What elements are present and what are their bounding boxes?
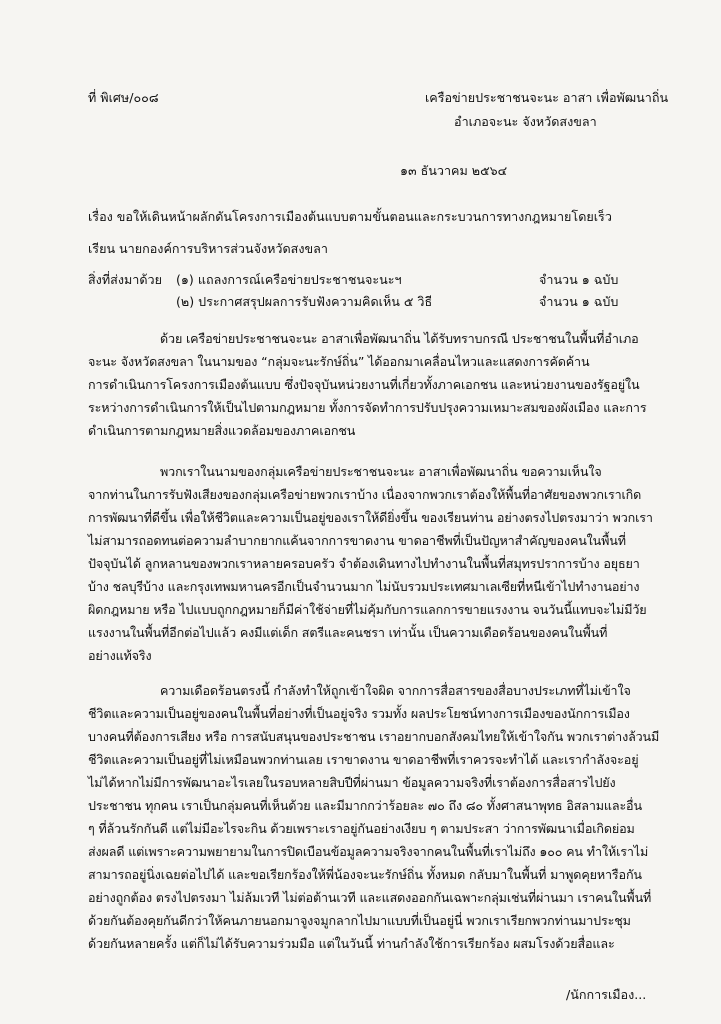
paragraph-line: สามารถอยู่นิ่งเฉยต่อไปได้ และขอเรียกร้องให้พี่น้องจะนะรักษ์ถิ่น ทั้งหมด กลับมาในพื้นที่ มาพูดคุยหารือกัน xyxy=(88,867,642,882)
reference-number: ที่ พิเศษ/๐๐๘ xyxy=(88,90,159,105)
paragraph-line: พวกเราในนามของกลุ่มเครือข่ายประชาชนจะนะ อาสาเพื่อพัฒนาถิ่น ขอความเห็นใจ xyxy=(160,464,602,479)
paragraph-line: ประชาชน ทุกคน เราเป็นกลุ่มคนที่เห็นด้วย และมีมากกว่าร้อยละ ๗๐ ถึง ๘๐ ทั้งศาสนาพุทธ อิสลามและอื่น xyxy=(88,798,642,813)
paragraph-line: ชีวิตและความเป็นอยู่ที่ไม่เหมือนพวกท่านเลย เราขาดงาน ขาดอาชีพที่เราควรจะทำได้ และเรากำลังจะอยู่ xyxy=(88,752,639,767)
paragraph-line: ชีวิตและความเป็นอยู่ของคนในพื้นที่อย่างที่เป็นอยู่จริง รวมทั้ง ผลประโยชน์ทางการเมืองของนักการเมือง xyxy=(88,706,630,721)
paragraph-line: ปัจจุบันได้ ลูกหลานของพวกเราหลายครอบครัว จำต้องเดินทางไปทำงานในพื้นที่สมุทรปราการบ้าง อยุธยา xyxy=(88,556,640,571)
organization-name: เครือข่ายประชาชนจะนะ อาสา เพื่อพัฒนาถิ่น xyxy=(425,90,669,105)
paragraph-line: ผิดกฎหมาย หรือ ไปแบบถูกกฎหมายก็มีค่าใช้จ่ายที่ไม่คุ้มกับการแลกการขายแรงงาน จนวันนี้แทบจะไม่มีวัย xyxy=(88,602,647,617)
paragraph-line: ไม่สามารถอดทนต่อความลำบากยากแค้นจากการขาดงาน ขาดอาชีพที่เป็นปัญหาสำคัญของคนในพื้นที่ xyxy=(88,533,626,548)
paragraph-line: อย่างแท้จริง xyxy=(88,648,152,663)
paragraph-line: อย่างถูกต้อง ตรงไปตรงมา ไม่ล้มเวที ไม่ต่อต้านเวที และแสดงออกกันเฉพาะกลุ่มเช่นที่ผ่านมา เราคนในพื้นที่ xyxy=(88,890,652,905)
subject-line: เรื่อง ขอให้เดินหน้าผลักดันโครงการเมืองต้นแบบตามขั้นตอนและกระบวนการทางกฎหมายโดยเร็ว xyxy=(88,209,612,224)
enclosures-label: สิ่งที่ส่งมาด้วย xyxy=(88,272,162,287)
paragraph-line: ส่งผลดี แต่เพราะความพยายามในการปิดเบือนข้อมูลความจริงจากคนในพื้นที่เราไม่ถึง ๑๐๐ คน ทำให้เราไม่ xyxy=(88,844,649,859)
paragraph-line: บ้าง ชลบุรีบ้าง และกรุงเทพมหานครอีกเป็นจำนวนมาก ไม่นับรวมประเทศมาเลเซียที่หนีเข้าไปทำงานอย่าง xyxy=(88,579,640,594)
paragraph-line: จากท่านในการรับฟังเสียงของกลุ่มเครือข่ายพวกเราบ้าง เนื่องจากพวกเราต้องให้พื้นที่อาศัยของพวกเราเกิด xyxy=(88,487,642,502)
paragraph-line: บางคนที่ต้องการเสียง หรือ การสนับสนุนของประชาชน เราอยากบอกสังคมไทยให้เข้าใจกัน พวกเราต่างล้วนมี xyxy=(88,729,660,744)
paragraph-line: ๆ ที่ล้วนรักกันดี แต่ไม่มีอะไรจะกิน ด้วยเพราะเราอยู่กันอย่างเงียบ ๆ ตามประสา ว่าการพัฒนาเมื่อเกิดย่อม xyxy=(88,821,635,836)
enclosure-item: (๑) แถลงการณ์เครือข่ายประชาชนจะนะฯ xyxy=(176,272,402,287)
paragraph-line: แรงงานในพื้นที่อีกต่อไปแล้ว คงมีแต่เด็ก สตรีและคนชรา เท่านั้น เป็นความเดือดร้อนของคนในพื้นที่ xyxy=(88,625,608,640)
paragraph-line: ความเดือดร้อนตรงนี้ กำลังทำให้ถูกเข้าใจผิด จากการสื่อสารของสื่อบางประเภทที่ไม่เข้าใจ xyxy=(160,683,631,698)
enclosure-item: (๒) ประกาศสรุปผลการรับฟังความคิดเห็น ๕ วิธี xyxy=(176,294,433,309)
paragraph-line: ด้วยกันต้องคุยกันดีกว่าให้คนภายนอกมาจูงจมูกลากไปมาแบบที่เป็นอยู่นี่ พวกเราเรียกพวกท่านมาประชุม xyxy=(88,913,631,928)
continuation-note: /นักการเมือง... xyxy=(566,987,647,1002)
paragraph-line: ระหว่างการดำเนินการให้เป็นไปตามกฎหมาย ทั้งการจัดทำการปรับปรุงความเหมาะสมของผังเมือง และการ xyxy=(88,400,647,415)
document-date: ๑๓ ธันวาคม ๒๕๖๔ xyxy=(400,163,508,178)
paragraph-line: ไม่ได้หากไม่มีการพัฒนาอะไรเลยในรอบหลายสิบปีที่ผ่านมา ข้อมูลความจริงที่เราต้องการสื่อสารไปยัง xyxy=(88,775,616,790)
paragraph-line: ด้วย เครือข่ายประชาชนจะนะ อาสาเพื่อพัฒนาถิ่น ได้รับทราบกรณี ประชาชนในพื้นที่อำเภอ xyxy=(160,331,639,346)
paragraph-line: ด้วยกันหลายครั้ง แต่ก็ไม่ได้รับความร่วมมือ แต่ในวันนี้ ท่านกำลังใช้การเรียกร้อง ผสมโรงด้วยสื่อและ xyxy=(88,936,615,951)
paragraph-line: การดำเนินการโครงการเมืองต้นแบบ ซึ่งปัจจุบันหน่วยงานที่เกี่ยวทั้งภาคเอกชน และหน่วยงานของรัฐอยู่ใน xyxy=(88,377,640,392)
paragraph-line: จะนะ จังหวัดสงขลา ในนามของ “กลุ่มจะนะรักษ์ถิ่น” ได้ออกมาเคลื่อนไหวและแสดงการคัดค้าน xyxy=(88,354,590,369)
addressee-line: เรียน นายกองค์การบริหารส่วนจังหวัดสงขลา xyxy=(88,241,328,256)
enclosure-quantity: จำนวน ๑ ฉบับ xyxy=(539,272,619,287)
enclosure-quantity: จำนวน ๑ ฉบับ xyxy=(539,294,619,309)
organization-address: อำเภอจะนะ จังหวัดสงขลา xyxy=(454,114,597,129)
paragraph-line: ดำเนินการตามกฎหมายสิ่งแวดล้อมของภาคเอกชน xyxy=(88,423,356,438)
paragraph-line: การพัฒนาที่ดีขึ้น เพื่อให้ชีวิตและความเป็นอยู่ของเราให้ดียิ่งขึ้น ของเรียนท่าน อย่างตรงไปตรงมาว่า พวกเรา xyxy=(88,510,653,525)
